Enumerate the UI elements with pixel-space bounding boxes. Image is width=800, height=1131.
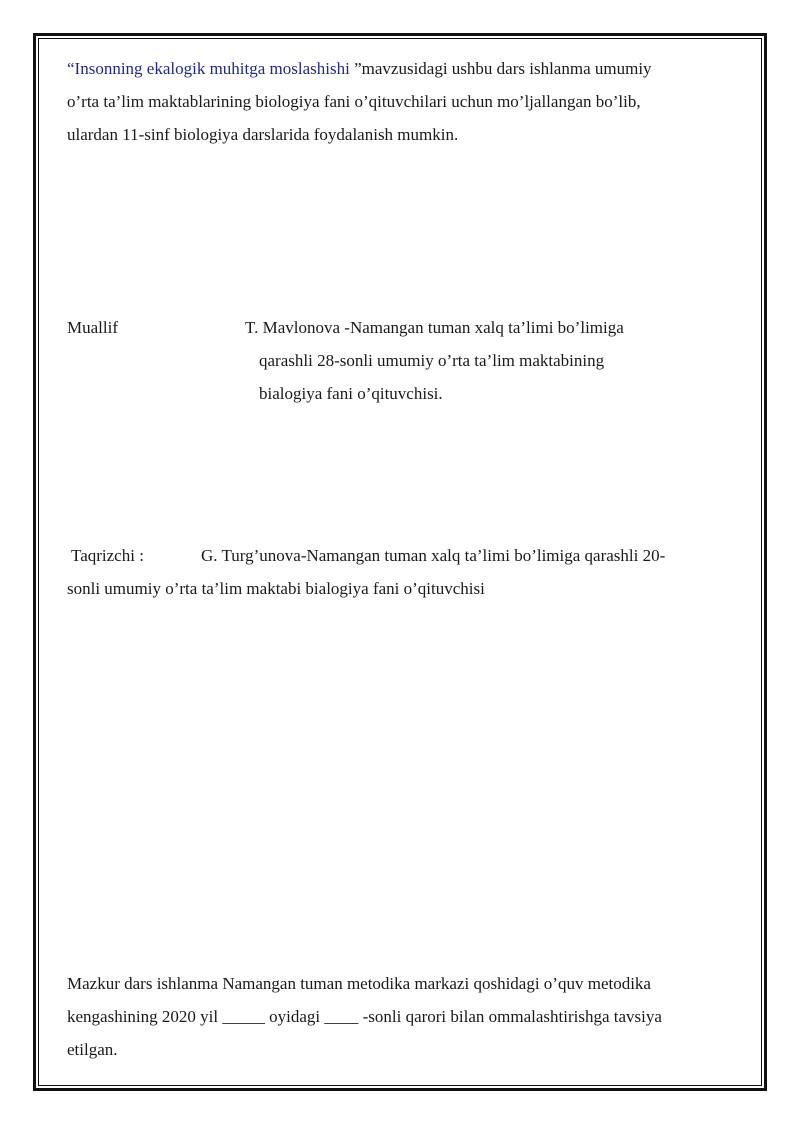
reviewer-label: Taqrizchi : (71, 546, 144, 565)
author-label: Muallif (67, 318, 118, 337)
author-line-1: T. Mavlonova -Namangan tuman xalq ta’limi bo’limiga (245, 318, 624, 337)
lesson-topic: “Insonning ekalogik muhitga moslashishi (67, 59, 350, 78)
approval-line-3: etilgan. (67, 1040, 118, 1059)
intro-line-1-rest: ”mavzusidagi ushbu dars ishlanma umumiy (354, 59, 652, 78)
author-line-3: bialogiya fani o’qituvchisi. (259, 384, 443, 403)
reviewer-line-2: sonli umumiy o’rta ta’lim maktabi bialogiya fani o’qituvchisi (67, 579, 485, 598)
reviewer-line-1: G. Turg’unova-Namangan tuman xalq ta’limi bo’limiga qarashli 20- (201, 546, 666, 565)
intro-line-2: o’rta ta’lim maktablarining biologiya fani o’qituvchilari uchun mo’ljallangan bo’lib, (67, 92, 641, 111)
approval-line-1: Mazkur dars ishlanma Namangan tuman metodika markazi qoshidagi o’quv metodika (67, 974, 651, 993)
author-line-2: qarashli 28-sonli umumiy o’rta ta’lim maktabining (259, 351, 605, 370)
approval-line-2: kengashining 2020 yil _____ oyidagi ____ -sonli qarori bilan ommalashtirishga tavsiya (67, 1007, 662, 1026)
intro-line-1 (67, 53, 652, 85)
intro-line-3: ulardan 11-sinf biologiya darslarida foydalanish mumkin. (67, 125, 459, 144)
